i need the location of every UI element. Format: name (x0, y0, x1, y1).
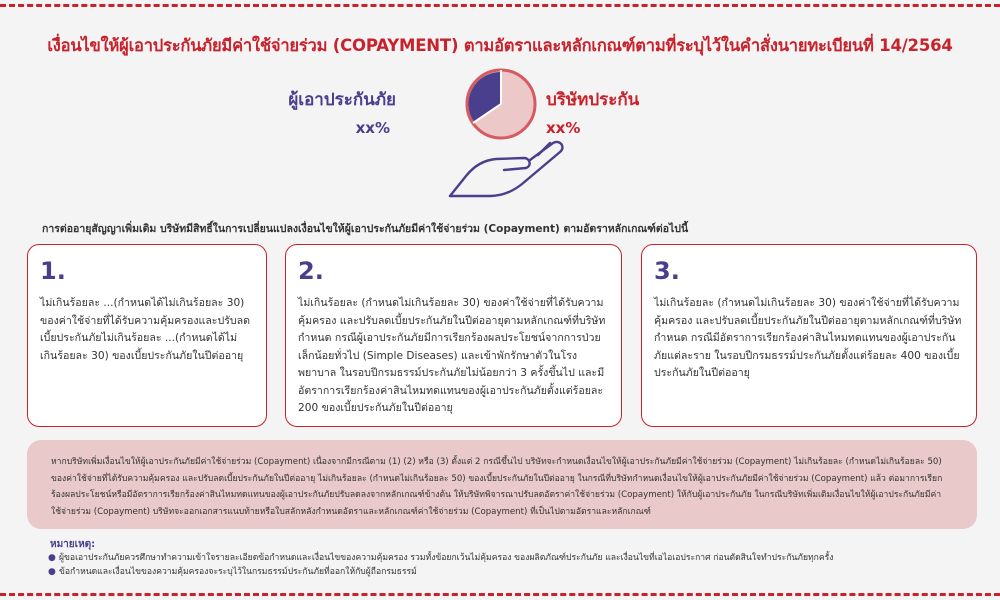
hand-icon (450, 142, 562, 196)
copayment-illustration (420, 60, 580, 210)
condition-card-2 (285, 244, 622, 427)
insurer-percent: xx% (546, 119, 581, 137)
bullet-icon: ● (48, 553, 56, 563)
condition-card-1 (27, 244, 267, 427)
card-number: 1. (40, 257, 66, 285)
card-number: 2. (298, 257, 324, 285)
card-text: ไม่เกินร้อยละ ...(กำหนดได้ไม่เกินร้อยละ 30) ของค่าใช้จ่ายที่ได้รับความคุ้มครองและปรับลดเบี้ยประกันภัยไม่เกินร้อยละ ...(กำหนดได้ไม่เกินร้อยละ 30) ของเบี้ยประกันภัยในปีต่ออายุ (40, 297, 251, 362)
page-title: เงื่อนไขให้ผู้เอาประกันภัยมีค่าใช้จ่ายร่วม (COPAYMENT) ตามอัตราและหลักเกณฑ์ตามที่ระบุไว้ในคำสั่งนายทะเบียนที่ 14/2564 (47, 36, 953, 55)
card-number: 3. (654, 257, 680, 285)
top-dashed-border (0, 4, 1000, 7)
pie-chart-icon (467, 70, 535, 138)
insured-label: ผู้เอาประกันภัย (288, 90, 396, 110)
bottom-dashed-border (0, 593, 1000, 596)
insured-share (278, 86, 396, 137)
bullet-icon: ● (48, 567, 56, 577)
insurer-label: บริษัทประกัน (546, 90, 640, 110)
copayment-note-banner: หากบริษัทเพิ่มเงื่อนไขให้ผู้เอาประกันภัยมีค่าใช้จ่ายร่วม (Copayment) เนื่องจากมีกรณีตาม (1) (2) หรือ (3) ตั้งแต่ 2 กรณีขึ้นไป บริษัทจะกำหนดเงื่อนไขให้ผู้เอาประกันภัยมีค่าใช้จ่ายร่วม (Copayment) ไม่เกินร้อยละ (กำหนดไม่เกินร้อยละ 50) ของค่าใช้จ่ายที่ได้รับความคุ้มครอง และปรับลดเบี้ยประกันภัยในปีต่ออายุ ไม่เกินร้อยละ (กำหนดไม่เกินร้อยละ 50) ของเบี้ยประกันภัยในปีต่ออายุ ในกรณีที่บริษัทกำหนดเงื่อนไขให้ผู้เอาประกันภัยมีค่าใช้จ่ายร่วม (Copayment) แล้ว ต่อมาการเรียกร้องผลประโยชน์หรือมีอัตราการเรียกร้องค่าสินไหมทดแทนของผู้เอาประกันภัยปรับลดลงจากหลักเกณฑ์ข้างต้น ให้บริษัทพิจารณาปรับลดอัตราค่าใช้จ่ายร่วม (Copayment) ให้กับผู้เอาประกันภัย ในกรณีบริษัทเพิ่มเติมเงื่อนไขให้ผู้เอาประกันภัยมีค่าใช้จ่ายร่วม (Copayment) บริษัทจะออกเอกสารแนบท้ายหรือใบสลักหลังกำหนดอัตราและหลักเกณฑ์ค่าใช้จ่ายร่วม (Copayment) ที่เป็นไปตามอัตราและหลักเกณฑ์ (27, 440, 977, 529)
intro-text: การต่ออายุสัญญาเพิ่มเติม บริษัทมีสิทธิ์ในการเปลี่ยนแปลงเงื่อนไขให้ผู้เอาประกันภัยมีค่าใช้จ่ายร่วม (Copayment) ตามอัตราหลักเกณฑ์ต่อไปนี้ (42, 223, 689, 235)
card-text: ไม่เกินร้อยละ (กำหนดไม่เกินร้อยละ 30) ของค่าใช้จ่ายที่ได้รับความคุ้มครอง และปรับลดเบี้ยประกันภัยในปีต่ออายุตามหลักเกณฑ์ที่บริษัทกำหนด กรณีมีอัตราการเรียกร้องค่าสินไหมทดแทนของผู้เอาประกันภัยแต่ละราย ในรอบปีกรมธรรม์ประกันภัยตั้งแต่ร้อยละ 400 ของเบี้ยประกันภัยในปีต่ออายุ (654, 297, 962, 379)
remarks-list (48, 551, 968, 579)
remark-text: ผู้ขอเอาประกันภัยควรศึกษาทำความเข้าใจรายละเอียดข้อกำหนดและเงื่อนไขของความคุ้มครอง รวมทั้งข้อยกเว้นไม่คุ้มครอง ของผลิตภัณฑ์ประกันภัย และเงื่อนไขที่เอไอเอประกาศ ก่อนตัดสินใจทำประกันภัยทุกครั้ง (59, 553, 834, 563)
card-text: ไม่เกินร้อยละ (กำหนดไม่เกินร้อยละ 30) ของค่าใช้จ่ายที่ได้รับความคุ้มครอง และปรับลดเบี้ยประกันภัยในปีต่ออายุตามหลักเกณฑ์ที่บริษัทกำหนด กรณีผู้เอาประกันภัยมีการเรียกร้องผลประโยชน์จากการป่วยเล็กน้อยทั่วไป (Simple Diseases) และเข้าพักรักษาตัวในโรงพยาบาล ในรอบปีกรมธรรม์ประกันภัยไม่น้อยกว่า 3 ครั้งขึ้นไป และมีอัตราการเรียกร้องค่าสินไหมทดแทนของผู้เอาประกันภัยตั้งแต่ร้อยละ 200 ของเบี้ยประกันภัยในปีต่ออายุ (298, 297, 606, 414)
remark-text: ข้อกำหนดและเงื่อนไขของความคุ้มครองจะระบุไว้ในกรมธรรม์ประกันภัยที่ออกให้กับผู้ถือกรมธรรม์ (59, 567, 417, 577)
remark-item (48, 565, 968, 579)
insured-percent: xx% (355, 119, 390, 137)
condition-card-3 (641, 244, 977, 427)
remarks-title: หมายเหตุ: (50, 539, 96, 550)
remark-item (48, 551, 968, 565)
